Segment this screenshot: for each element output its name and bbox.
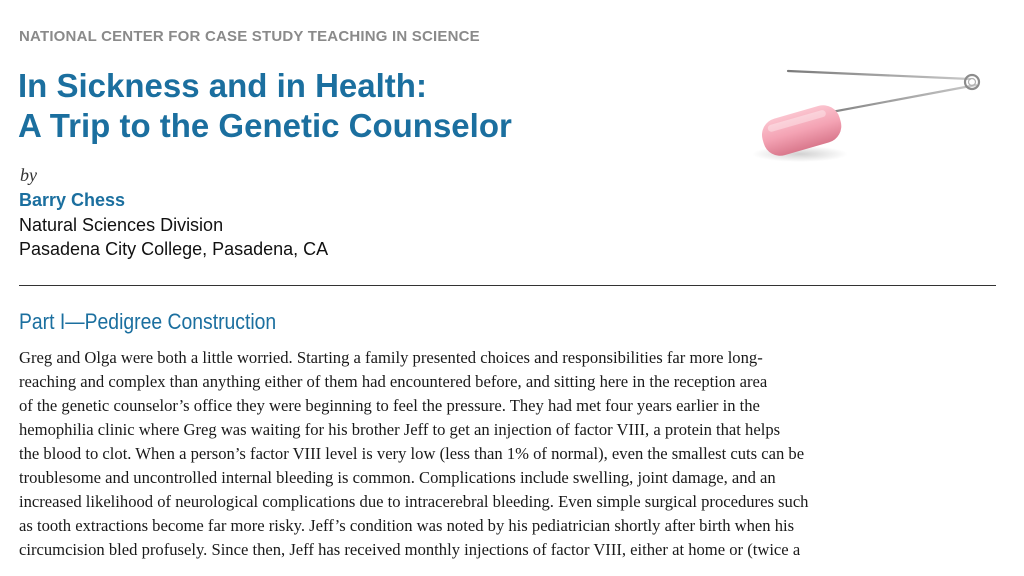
author-division: Natural Sciences Division — [19, 215, 224, 235]
horizontal-divider — [19, 285, 996, 286]
title-line-1: In Sickness and in Health: — [18, 67, 427, 104]
body-line: of the genetic counselor’s office they were beginning to feel the pressure. They had met four years earlier in the — [19, 396, 760, 415]
body-line: circumcision bled profusely. Since then, Jeff has received monthly injections of factor VIII, either at home or (twice a — [19, 540, 801, 559]
author-name: Barry Chess — [19, 190, 126, 210]
body-line: the blood to clot. When a person’s factor VIII level is very low (less than 1% of normal), even the smallest cuts can be — [19, 444, 805, 463]
safety-pin-icon — [750, 60, 1000, 170]
organization-header: NATIONAL CENTER FOR CASE STUDY TEACHING IN SCIENCE — [19, 28, 480, 45]
body-line: hemophilia clinic where Greg was waiting for his brother Jeff to get an injection of factor VIII, a protein that helps — [19, 420, 781, 439]
body-text — [19, 346, 999, 562]
body-line: Greg and Olga were both a little worried. Starting a family presented choices and responsibilities far more long- — [19, 348, 763, 367]
body-line: as tooth extractions become far more risky. Jeff’s condition was noted by his pediatrician shortly after birth when his — [19, 516, 795, 535]
author-college: Pasadena City College, Pasadena, CA — [19, 239, 329, 259]
body-line: troublesome and uncontrolled internal bleeding is common. Complications include swelling, joint damage, and an — [19, 468, 776, 487]
case-title — [18, 66, 512, 146]
byline-by: by — [20, 165, 37, 185]
section-heading: Part I—Pedigree Construction — [19, 309, 277, 334]
body-line: reaching and complex than anything either of them had encountered before, and sitting here in the reception area — [19, 372, 768, 391]
body-line: increased likelihood of neurological complications due to intracerebral bleeding. Even simple surgical procedures such — [19, 492, 809, 511]
title-line-2: A Trip to the Genetic Counselor — [18, 107, 512, 144]
